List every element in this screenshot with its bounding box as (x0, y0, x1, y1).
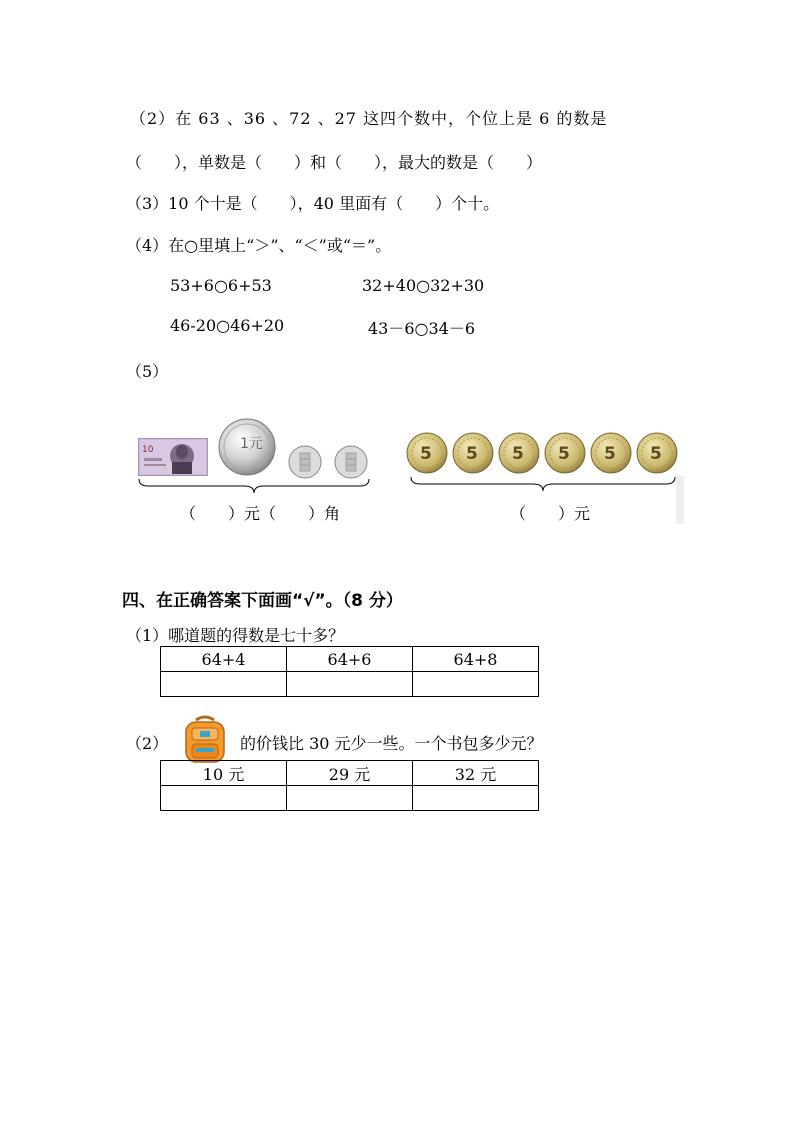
q4-expr-1: 53+6○6+53 (170, 276, 272, 295)
q1-answer-cell-1[interactable] (161, 672, 287, 697)
q1-option-3: 64+8 (413, 647, 539, 672)
coin-jiao-2 (334, 445, 368, 479)
q4-expr-4: 43－6○34－6 (368, 319, 476, 338)
section4-q2-label: （2） (126, 734, 169, 753)
q2-answer-cell-3[interactable] (413, 786, 539, 811)
q2-line1: （2）在 63 、36 、72 、27 这四个数中，个位上是 6 的数是 (130, 109, 608, 128)
backpack-icon (180, 714, 230, 764)
section4-title: 四、在正确答案下面画“√”。（8 分） (122, 591, 403, 611)
coin-one-yuan (218, 418, 276, 476)
five-jiao-coin (590, 432, 632, 474)
q4-expr-2: 32+40○32+30 (362, 276, 485, 295)
five-jiao-coin (498, 432, 540, 474)
coin-five-label: 5 (420, 444, 432, 464)
left-brace (138, 478, 370, 494)
q5-right-caption: （ ）元 (510, 504, 591, 523)
q5-left-caption: （ ）元（ ）角 (180, 504, 341, 523)
five-jiao-coin (636, 432, 678, 474)
q2-answer-cell-2[interactable] (287, 786, 413, 811)
right-brace (410, 476, 676, 492)
coin-five-label: 5 (604, 444, 616, 464)
coin-five-label: 5 (650, 444, 662, 464)
q2-line2: （ ），单数是（ ）和（ ），最大的数是（ ） (126, 153, 543, 172)
coin-five-label: 5 (512, 444, 524, 464)
q2-option-3: 32 元 (413, 761, 539, 786)
q1-answer-cell-3[interactable] (413, 672, 539, 697)
q1-answer-table (160, 646, 539, 697)
coin-one-yuan-label: 1元 (240, 436, 263, 452)
coin-five-label: 5 (466, 444, 478, 464)
q3-text: （3）10 个十是（ ），40 里面有（ ）个十。 (126, 194, 500, 213)
coin-five-label: 5 (558, 444, 570, 464)
q2-option-2: 29 元 (287, 761, 413, 786)
q2-option-1: 10 元 (161, 761, 287, 786)
q4-expr-3: 46-20○46+20 (170, 316, 285, 335)
section4-q1-text: （1）哪道题的得数是七十多？ (126, 626, 345, 645)
five-jiao-coin (406, 432, 448, 474)
banknote-value: 10 (142, 445, 154, 455)
scan-artifact (676, 476, 684, 524)
q5-label: （5） (126, 362, 169, 381)
five-jiao-coin (452, 432, 494, 474)
q1-answer-cell-2[interactable] (287, 672, 413, 697)
q1-option-2: 64+6 (287, 647, 413, 672)
five-jiao-coin (544, 432, 586, 474)
q2-answer-table (160, 760, 539, 811)
q1-option-1: 64+4 (161, 647, 287, 672)
coin-jiao-1 (288, 445, 322, 479)
banknote-image (138, 438, 208, 476)
q2-answer-cell-1[interactable] (161, 786, 287, 811)
section4-q2-text: 的价钱比 30 元少一些。一个书包多少元？ (240, 734, 543, 753)
q4-text: （4）在○里填上“＞”、“＜”或“＝”。 (126, 236, 392, 255)
